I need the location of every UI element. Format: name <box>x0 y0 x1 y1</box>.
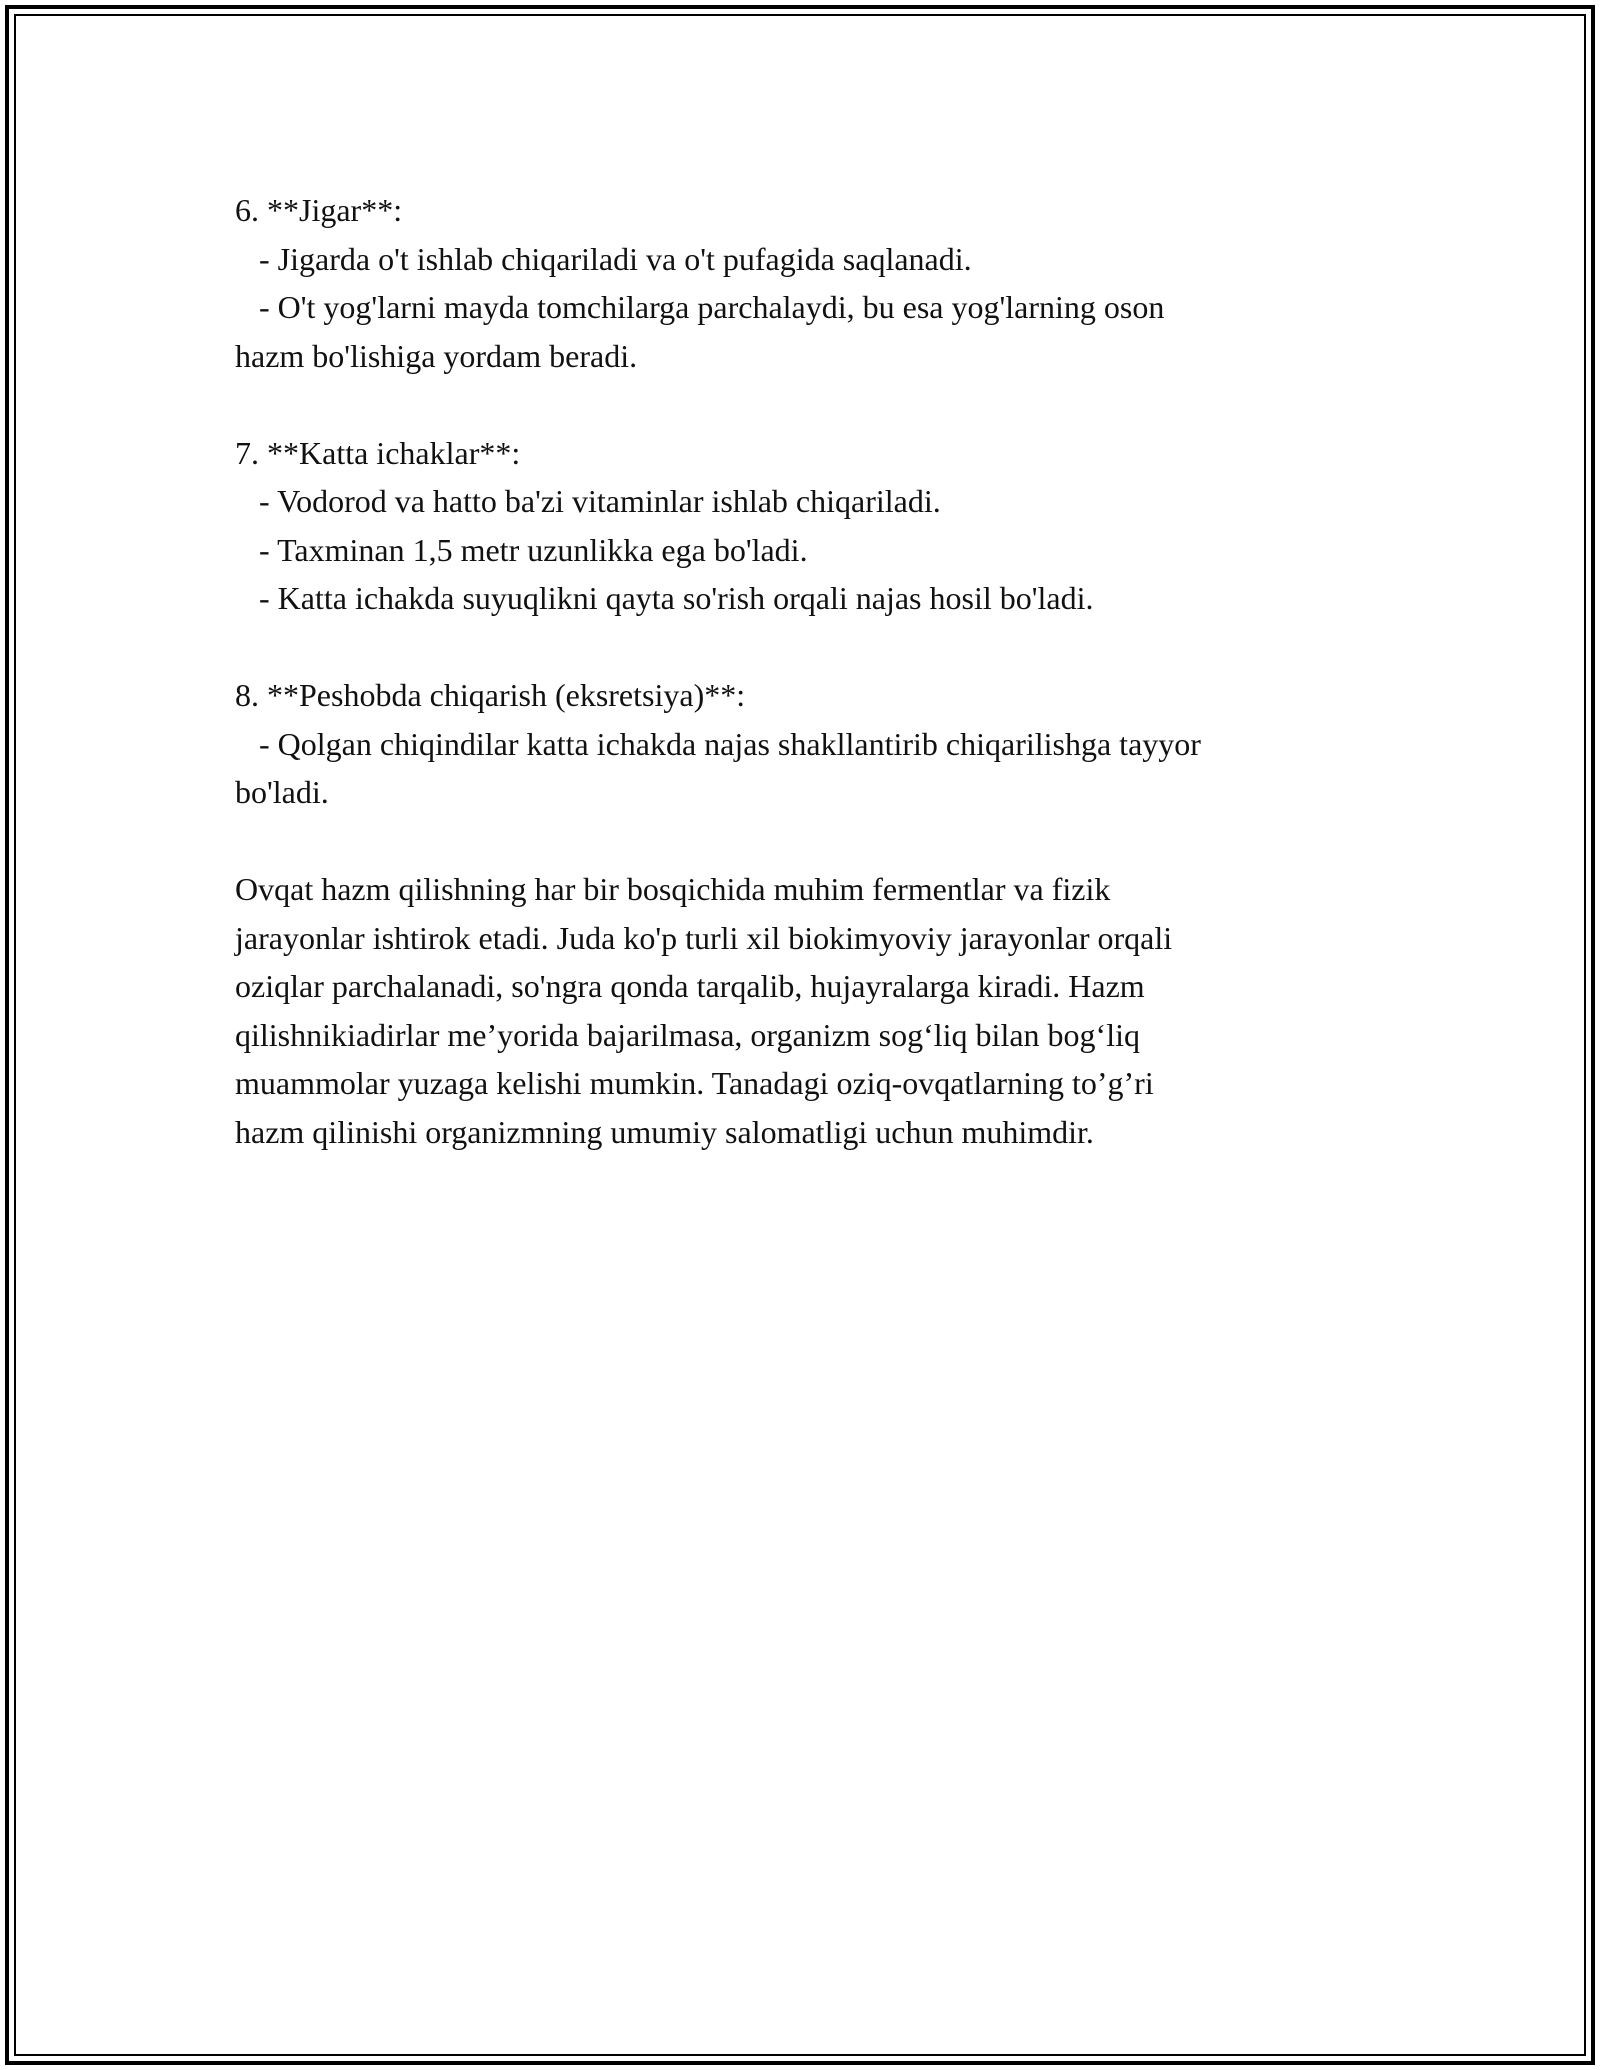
list-item: - Taxminan 1,5 metr uzunlikka ega bo'ladi. <box>235 531 808 568</box>
conclusion-line: Ovqat hazm qilishning har bir bosqichida muhim fermentlar va fizik <box>235 871 1111 907</box>
paragraph-gap <box>235 380 1365 429</box>
section-heading: 8. **Peshobda chiqarish (eksretsiya)**: <box>235 677 746 713</box>
paragraph-gap <box>235 817 1365 866</box>
paragraph-gap <box>235 623 1365 672</box>
conclusion-line: jarayonlar ishtirok etadi. Juda ko'p turli xil biokimyoviy jarayonlar orqali <box>235 919 1173 956</box>
section-heading: 6. **Jigar**: <box>235 192 403 228</box>
conclusion-line: qilishnikiadirlar me’yorida bajarilmasa, organizm sog‘liq bilan bog‘liq <box>235 1016 1140 1053</box>
list-item: - O't yog'larni mayda tomchilarga parchalaydi, bu esa yog'larning oson <box>235 289 1165 325</box>
list-item: - Qolgan chiqindilar katta ichakda najas shakllantirib chiqarilishga tayyor <box>235 725 1201 762</box>
list-item: - Katta ichakda suyuqlikni qayta so'rish orqali najas hosil bo'ladi. <box>235 580 1094 616</box>
list-item: - Jigarda o't ishlab chiqariladi va o't pufagida saqlanadi. <box>235 240 972 277</box>
conclusion-line: muammolar yuzaga kelishi mumkin. Tanadagi oziq-ovqatlarning to’g’ri <box>235 1065 1154 1101</box>
list-item-continuation: hazm bo'lishiga yordam beradi. <box>235 337 638 374</box>
conclusion-line: hazm qilinishi organizmning umumiy salomatligi uchun muhimdir. <box>235 1113 1094 1150</box>
section-katta-ichaklar <box>235 429 1365 623</box>
conclusion-line: oziqlar parchalanadi, so'ngra qonda tarqalib, hujayralarga kiradi. Hazm <box>235 968 1145 1004</box>
conclusion-paragraph <box>235 865 1365 1156</box>
list-item: - Vodorod va hatto ba'zi vitaminlar ishlab chiqariladi. <box>235 483 941 519</box>
list-item-continuation: bo'ladi. <box>235 774 329 810</box>
document-body <box>235 186 1365 1156</box>
section-heading: 7. **Katta ichaklar**: <box>235 434 521 471</box>
section-peshobda <box>235 671 1365 817</box>
section-jigar <box>235 186 1365 380</box>
